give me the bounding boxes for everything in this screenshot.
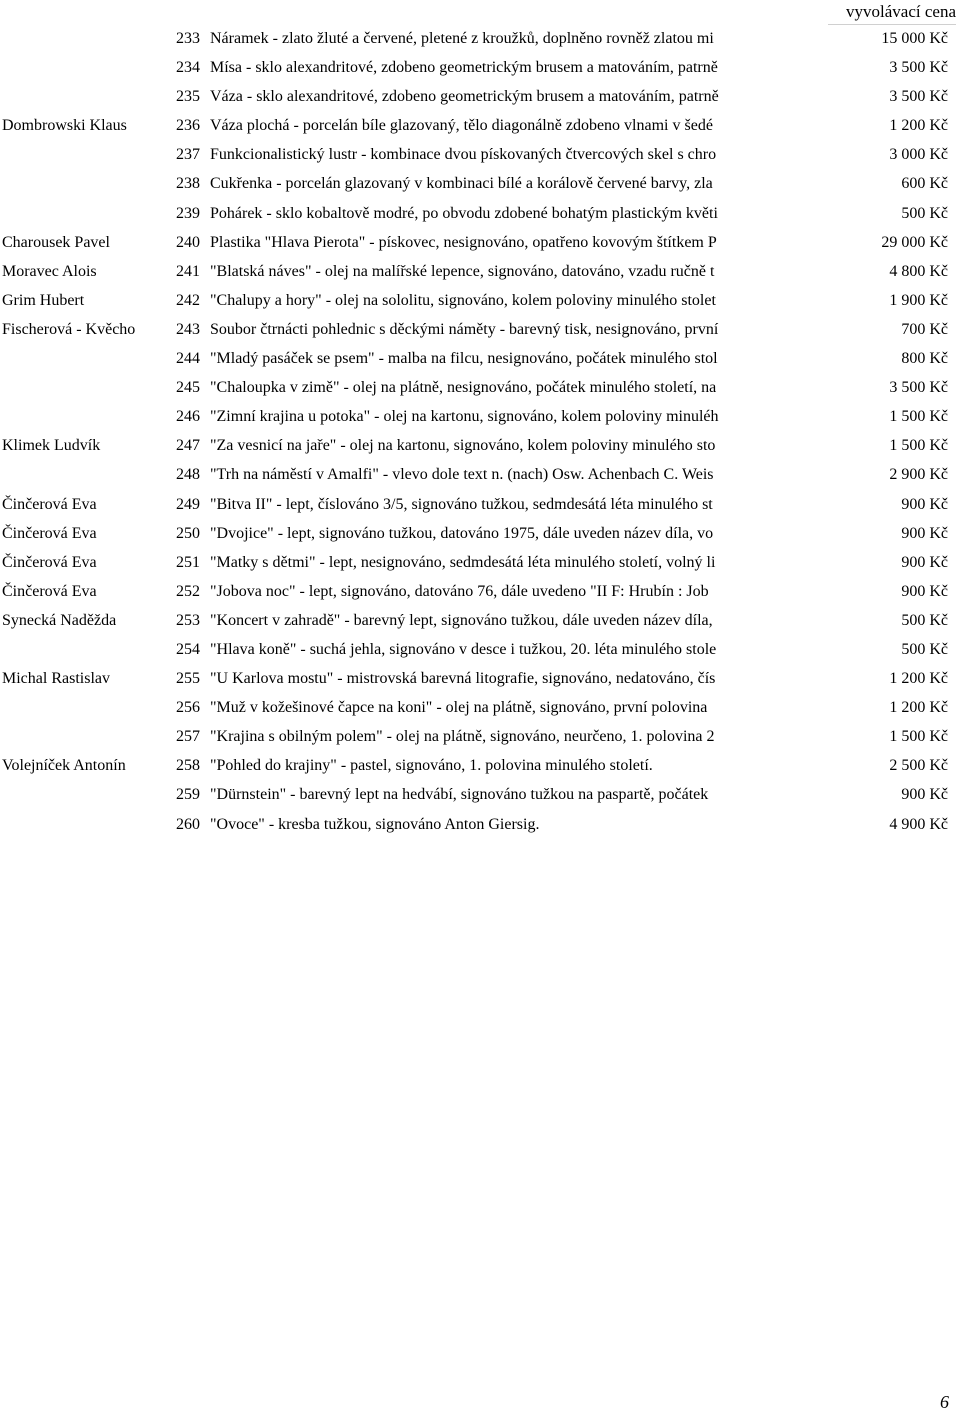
- price-cell: 1 500 Kč: [889, 437, 948, 455]
- description-cell: Funkcionalistický lustr - kombinace dvou pískovaných čtvercových skel s chro: [210, 146, 717, 164]
- price-cell: 1 500 Kč: [889, 728, 948, 746]
- price-cell: 800 Kč: [901, 350, 948, 368]
- author-cell: Činčerová Eva: [2, 495, 97, 513]
- lot-number-cell: 250: [176, 524, 200, 542]
- author-cell: Dombrowski Klaus: [2, 117, 127, 135]
- description-cell: Váza - sklo alexandritové, zdobeno geometrickým brusem a matováním, patrně: [210, 88, 719, 106]
- author-cell: Činčerová Eva: [2, 524, 97, 542]
- description-cell: "Hlava koně" - suchá jehla, signováno v desce i tužkou, 20. léta minulého stole: [210, 640, 717, 658]
- lot-number-cell: 237: [176, 146, 200, 164]
- description-cell: "Dürnstein" - barevný lept na hedvábí, signováno tužkou na paspartě, počátek: [210, 786, 709, 804]
- lot-number-cell: 254: [176, 640, 200, 658]
- price-cell: 2 500 Kč: [889, 757, 948, 775]
- lot-number-cell: 251: [176, 553, 200, 571]
- table-row: [0, 460, 960, 489]
- description-cell: "Dvojice" - lept, signováno tužkou, datováno 1975, dále uveden název díla, vo: [210, 524, 714, 542]
- lot-number-cell: 256: [176, 699, 200, 717]
- description-cell: Mísa - sklo alexandritové, zdobeno geometrickým brusem a matováním, patrně: [210, 59, 718, 77]
- table-row: [0, 635, 960, 664]
- price-cell: 2 900 Kč: [889, 466, 948, 484]
- price-cell: 1 900 Kč: [889, 291, 948, 309]
- table-row: [0, 810, 960, 839]
- lot-number-cell: 253: [176, 611, 200, 629]
- author-cell: Charousek Pavel: [2, 233, 110, 251]
- table-row: [0, 169, 960, 198]
- table-row: [0, 722, 960, 751]
- price-column-header: vyvolávací cena: [828, 0, 956, 25]
- table-row: [0, 490, 960, 519]
- description-cell: "Trh na náměstí v Amalfi" - vlevo dole text n. (nach) Osw. Achenbach C. Weis: [210, 466, 714, 484]
- lot-number-cell: 244: [176, 350, 200, 368]
- table-row: [0, 519, 960, 548]
- table-row: [0, 664, 960, 693]
- lot-number-cell: 245: [176, 379, 200, 397]
- description-cell: "Ovoce" - kresba tužkou, signováno Anton Giersig.: [210, 815, 540, 833]
- author-cell: Činčerová Eva: [2, 553, 97, 571]
- lot-number-cell: 258: [176, 757, 200, 775]
- table-row: [0, 344, 960, 373]
- description-cell: "Za vesnicí na jaře" - olej na kartonu, signováno, kolem poloviny minulého sto: [210, 437, 716, 455]
- lot-number-cell: 233: [176, 30, 200, 47]
- description-cell: Plastika "Hlava Pierota" - pískovec, nesignováno, opatřeno kovovým štítkem P: [210, 233, 717, 251]
- author-cell: Synecká Naděžda: [2, 611, 117, 629]
- lot-number-cell: 246: [176, 408, 200, 426]
- table-row: [0, 373, 960, 402]
- description-cell: Soubor čtrnácti pohlednic s děckými náměty - barevný tisk, nesignováno, první: [210, 320, 719, 338]
- table-row: [0, 577, 960, 606]
- table-row: [0, 53, 960, 82]
- description-cell: "Koncert v zahradě" - barevný lept, signováno tužkou, dále uveden název díla,: [210, 611, 713, 629]
- price-cell: 1 500 Kč: [889, 408, 948, 426]
- price-cell: 500 Kč: [901, 640, 948, 658]
- price-cell: 3 000 Kč: [889, 146, 948, 164]
- price-cell: 4 800 Kč: [889, 262, 948, 280]
- author-cell: Činčerová Eva: [2, 582, 97, 600]
- description-cell: "U Karlova mostu" - mistrovská barevná litografie, signováno, nedatováno, čís: [210, 670, 716, 688]
- lot-number-cell: 260: [176, 815, 200, 833]
- table-row: [0, 315, 960, 344]
- description-cell: "Chalupy a hory" - olej na sololitu, signováno, kolem poloviny minulého stolet: [210, 291, 716, 309]
- description-cell: "Muž v kožešinové čapce na koni" - olej na plátně, signováno, první polovina: [210, 699, 708, 717]
- lot-number-cell: 248: [176, 466, 200, 484]
- author-cell: Klimek Ludvík: [2, 437, 101, 455]
- lot-number-cell: 238: [176, 175, 200, 193]
- price-cell: 900 Kč: [901, 553, 948, 571]
- author-cell: Grim Hubert: [2, 291, 85, 309]
- price-cell: 900 Kč: [901, 786, 948, 804]
- price-cell: 1 200 Kč: [889, 670, 948, 688]
- price-cell: 1 200 Kč: [889, 117, 948, 135]
- lot-number-cell: 249: [176, 495, 200, 513]
- price-cell: 3 500 Kč: [889, 88, 948, 106]
- price-cell: 15 000 Kč: [881, 30, 948, 47]
- price-cell: 600 Kč: [901, 175, 948, 193]
- description-cell: "Bitva II" - lept, číslováno 3/5, signováno tužkou, sedmdesátá léta minulého st: [210, 495, 713, 513]
- lot-number-cell: 255: [176, 670, 200, 688]
- table-row: [0, 693, 960, 722]
- page-number: 6: [940, 1392, 949, 1412]
- author-cell: Michal Rastislav: [2, 670, 110, 688]
- table-row: [0, 402, 960, 431]
- table-row: [0, 228, 960, 257]
- description-cell: "Krajina s obilným polem" - olej na plátně, signováno, neurčeno, 1. polovina 2: [210, 728, 715, 746]
- lot-number-cell: 240: [176, 233, 200, 251]
- lot-number-cell: 234: [176, 59, 200, 77]
- table-row: [0, 548, 960, 577]
- table-row: [0, 286, 960, 315]
- description-cell: "Pohled do krajiny" - pastel, signováno, 1. polovina minulého století.: [210, 757, 653, 775]
- author-cell: Moravec Alois: [2, 262, 97, 280]
- lot-number-cell: 252: [176, 582, 200, 600]
- description-cell: "Zimní krajina u potoka" - olej na kartonu, signováno, kolem poloviny minuléh: [210, 408, 719, 426]
- price-cell: 700 Kč: [901, 320, 948, 338]
- description-cell: Cukřenka - porcelán glazovaný v kombinaci bílé a korálově červené barvy, zla: [210, 175, 713, 193]
- table-row: [0, 431, 960, 460]
- author-cell: Fischerová - Kvěcho: [2, 320, 136, 338]
- table-row: [0, 606, 960, 635]
- lot-number-cell: 241: [176, 262, 200, 280]
- table-row: [0, 111, 960, 140]
- description-cell: "Chaloupka v zimě" - olej na plátně, nesignováno, počátek minulého století, na: [210, 379, 717, 397]
- table-row: [0, 751, 960, 780]
- price-cell: 3 500 Kč: [889, 59, 948, 77]
- author-cell: Volejníček Antonín: [2, 757, 126, 775]
- price-cell: 500 Kč: [901, 204, 948, 222]
- description-cell: "Mladý pasáček se psem" - malba na filcu, nesignováno, počátek minulého stol: [210, 350, 718, 368]
- description-cell: "Jobova noc" - lept, signováno, datováno 76, dále uvedeno "II F: Hrubín : Job: [210, 582, 709, 600]
- description-cell: "Matky s dětmi" - lept, nesignováno, sedmdesátá léta minulého století, volný li: [210, 553, 716, 571]
- description-cell: "Blatská náves" - olej na malířské lepence, signováno, datováno, vzadu ručně t: [210, 262, 715, 280]
- price-cell: 500 Kč: [901, 611, 948, 629]
- lot-number-cell: 236: [176, 117, 200, 135]
- lot-number-cell: 259: [176, 786, 200, 804]
- lot-number-cell: 243: [176, 320, 200, 338]
- lot-number-cell: 239: [176, 204, 200, 222]
- price-cell: 4 900 Kč: [889, 815, 948, 833]
- lot-number-cell: 247: [176, 437, 200, 455]
- lot-number-cell: 242: [176, 291, 200, 309]
- lot-number-cell: 257: [176, 728, 200, 746]
- price-cell: 900 Kč: [901, 524, 948, 542]
- table-row: [0, 780, 960, 809]
- auction-item-list: [0, 24, 960, 839]
- table-row: [0, 140, 960, 169]
- description-cell: Váza plochá - porcelán bíle glazovaný, tělo diagonálně zdobeno vlnami v šedé: [210, 117, 713, 135]
- table-row: [0, 82, 960, 111]
- price-cell: 1 200 Kč: [889, 699, 948, 717]
- price-cell: 900 Kč: [901, 582, 948, 600]
- price-cell: 900 Kč: [901, 495, 948, 513]
- table-row: [0, 257, 960, 286]
- table-row: [0, 24, 960, 53]
- price-cell: 3 500 Kč: [889, 379, 948, 397]
- description-cell: Pohárek - sklo kobaltově modré, po obvodu zdobené bohatým plastickým květi: [210, 204, 718, 222]
- description-cell: Náramek - zlato žluté a červené, pletené z kroužků, doplněno rovněž zlatou mi: [210, 30, 714, 47]
- table-row: [0, 199, 960, 228]
- lot-number-cell: 235: [176, 88, 200, 106]
- price-cell: 29 000 Kč: [881, 233, 948, 251]
